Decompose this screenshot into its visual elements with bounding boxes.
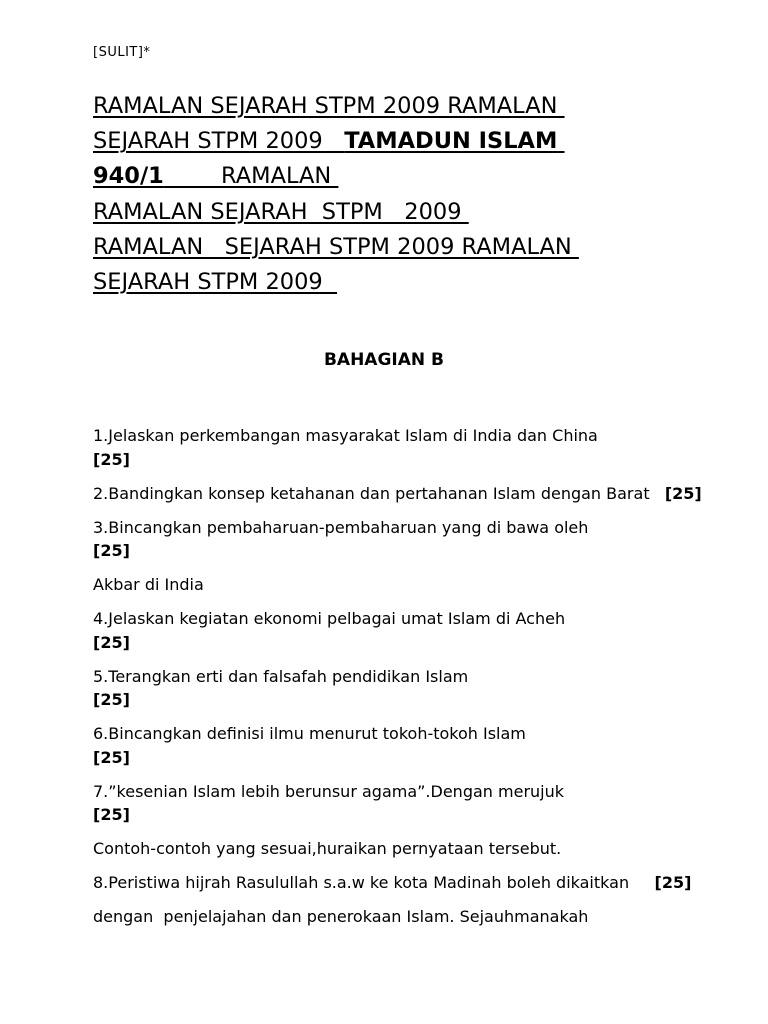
title-paper-code: 940/1 xyxy=(93,163,164,190)
question-4-marks: [25] xyxy=(93,632,130,652)
question-1-text: 1.Jelaskan perkembangan masyarakat Islam di India dan China xyxy=(93,426,598,445)
question-5-text: 5.Terangkan erti dan falsafah pendidikan Islam xyxy=(93,666,469,686)
question-3 xyxy=(93,516,713,563)
classification-label: [SULIT]* xyxy=(93,45,151,60)
question-3-continuation: Akbar di India xyxy=(93,575,204,594)
question-5-marks: [25] xyxy=(93,690,130,709)
question-7-marks: [25] xyxy=(93,805,130,824)
question-7-text: 7.”kesenian Islam lebih berunsur agama”.Dengan merujuk xyxy=(93,781,565,801)
title-line-4: RAMALAN SEJARAH STPM 2009 xyxy=(93,198,469,225)
question-list xyxy=(93,424,713,939)
question-8-continuation: dengan penjelajahan dan penerokaan Islam. Sejauhmanakah xyxy=(93,907,589,926)
question-4 xyxy=(93,607,713,654)
question-1-marks: [25] xyxy=(93,449,130,469)
title-subject: TAMADUN ISLAM xyxy=(344,128,558,155)
document-title xyxy=(93,89,733,300)
title-line-2 xyxy=(93,124,733,159)
question-8-marks: [25] xyxy=(654,873,692,892)
question-2-text: 2.Bandingkan konsep ketahanan dan pertahanan Islam dengan Barat xyxy=(93,483,665,503)
question-6-marks: [25] xyxy=(93,747,130,767)
title-line-3-plain: RAMALAN xyxy=(163,163,339,190)
question-7 xyxy=(93,780,713,827)
question-7-continuation: Contoh-contoh yang sesuai,huraikan pernyataan tersebut. xyxy=(93,839,562,858)
question-1 xyxy=(93,424,713,471)
question-6-text: 6.Bincangkan definisi ilmu menurut tokoh-tokoh Islam xyxy=(93,724,526,743)
title-line-6: SEJARAH STPM 2009 xyxy=(93,269,338,296)
question-4-text: 4.Jelaskan kegiatan ekonomi pelbagai umat Islam di Acheh xyxy=(93,609,566,628)
title-line-2-tail xyxy=(557,128,564,154)
question-3-text: 3.Bincangkan pembaharuan-pembaharuan yang di bawa oleh xyxy=(93,517,589,537)
title-line-1: RAMALAN SEJARAH STPM 2009 RAMALAN xyxy=(93,93,565,119)
question-3-marks: [25] xyxy=(93,541,130,560)
question-2-marks: [25] xyxy=(664,483,702,503)
title-line-2-plain: SEJARAH STPM 2009 xyxy=(93,128,345,155)
question-8-text: 8.Peristiwa hijrah Rasulullah s.a.w ke kota Madinah boleh dikaitkan xyxy=(93,873,655,892)
question-6 xyxy=(93,722,713,769)
question-2 xyxy=(93,482,713,506)
title-line-5: RAMALAN SEJARAH STPM 2009 RAMALAN xyxy=(93,233,579,260)
question-8 xyxy=(93,871,713,895)
title-line-3 xyxy=(93,159,733,194)
section-heading: BAHAGIAN B xyxy=(323,350,445,370)
question-5 xyxy=(93,665,713,712)
